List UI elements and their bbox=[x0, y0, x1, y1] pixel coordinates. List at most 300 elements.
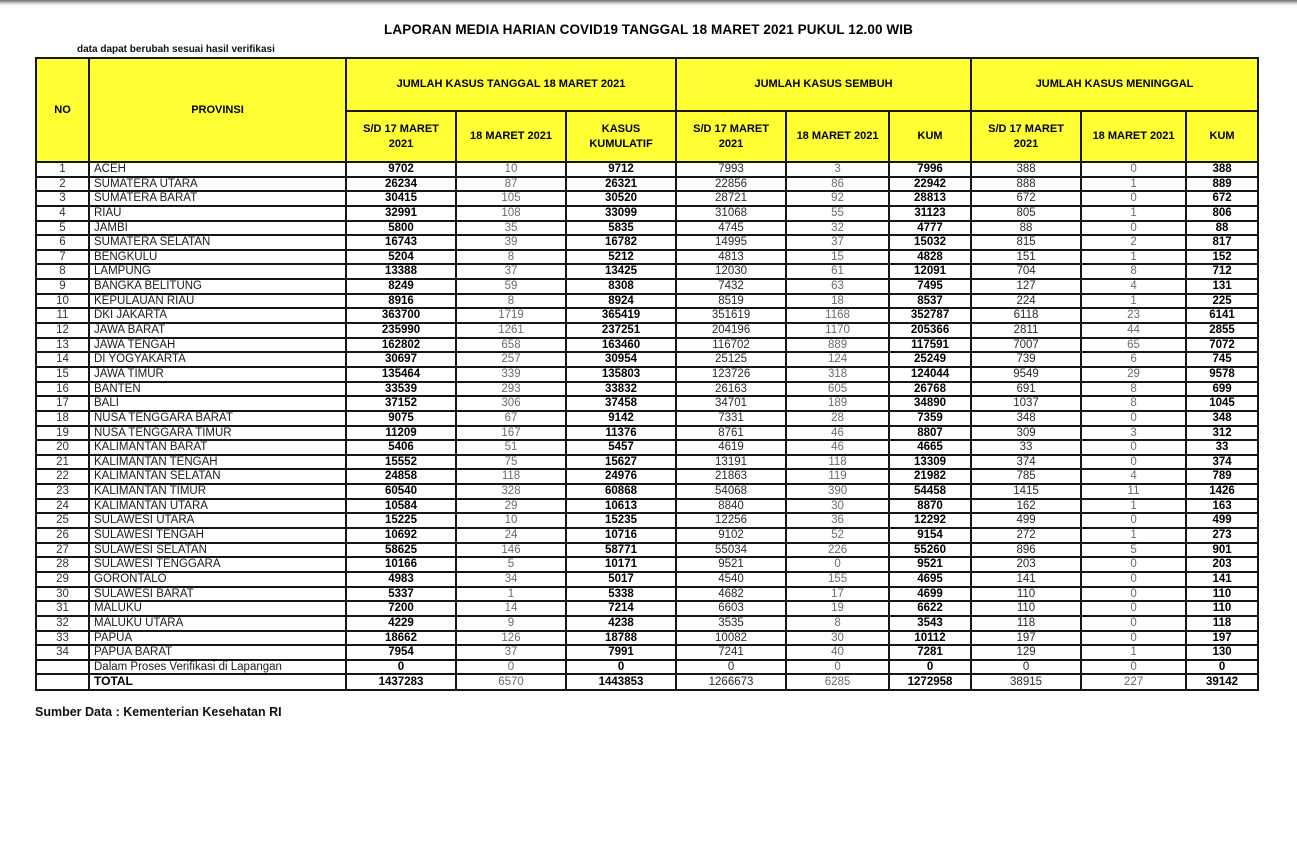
cell-value: 14995 bbox=[676, 235, 786, 250]
cell-value: 0 bbox=[1081, 557, 1186, 572]
cell-provinsi: SULAWESI UTARA bbox=[89, 513, 346, 528]
cell-no: 26 bbox=[36, 528, 89, 543]
cell-value: 24858 bbox=[346, 469, 456, 484]
cell-value: 28 bbox=[786, 411, 889, 426]
cell-no: 32 bbox=[36, 616, 89, 631]
cell-value: 10 bbox=[456, 162, 566, 177]
cell-value: 37 bbox=[786, 235, 889, 250]
cell-value: 1437283 bbox=[346, 674, 456, 689]
cell-value: 7281 bbox=[889, 645, 971, 660]
cell-value: 1266673 bbox=[676, 674, 786, 689]
cell-value: 5338 bbox=[566, 587, 676, 602]
cell-value: 34890 bbox=[889, 396, 971, 411]
cell-value: 7241 bbox=[676, 645, 786, 660]
cell-value: 131 bbox=[1186, 279, 1258, 294]
cell-value: 124 bbox=[786, 352, 889, 367]
cell-value: 205366 bbox=[889, 323, 971, 338]
cell-value: 60868 bbox=[566, 484, 676, 499]
cell-value: 162 bbox=[971, 499, 1081, 514]
cell-value: 63 bbox=[786, 279, 889, 294]
cell-value: 806 bbox=[1186, 206, 1258, 221]
cell-no: 30 bbox=[36, 587, 89, 602]
cell-value: 4682 bbox=[676, 587, 786, 602]
cell-value: 8 bbox=[786, 616, 889, 631]
cell-provinsi: JAWA TENGAH bbox=[89, 338, 346, 353]
cell-value: 162802 bbox=[346, 338, 456, 353]
cell-value: 388 bbox=[1186, 162, 1258, 177]
cell-value: 785 bbox=[971, 469, 1081, 484]
cell-provinsi: BANGKA BELITUNG bbox=[89, 279, 346, 294]
cell-value: 119 bbox=[786, 469, 889, 484]
cell-value: 24976 bbox=[566, 469, 676, 484]
cell-value: 10692 bbox=[346, 528, 456, 543]
cell-value: 5 bbox=[456, 557, 566, 572]
cell-value: 8 bbox=[456, 250, 566, 265]
cell-value: 7993 bbox=[676, 162, 786, 177]
cell-provinsi: DI YOGYAKARTA bbox=[89, 352, 346, 367]
subheader-kasus-sd: S/D 17 MARET 2021 bbox=[346, 111, 456, 162]
cell-value: 30520 bbox=[566, 191, 676, 206]
cell-value: 309 bbox=[971, 426, 1081, 441]
subheader-sembuh-18: 18 MARET 2021 bbox=[786, 111, 889, 162]
cell-value: 12030 bbox=[676, 264, 786, 279]
table-row bbox=[36, 352, 1258, 367]
cell-no: 6 bbox=[36, 235, 89, 250]
cell-value: 817 bbox=[1186, 235, 1258, 250]
table-row bbox=[36, 528, 1258, 543]
cell-no: 2 bbox=[36, 177, 89, 192]
cell-value: 8308 bbox=[566, 279, 676, 294]
cell-value: 4745 bbox=[676, 221, 786, 236]
table-row bbox=[36, 206, 1258, 221]
subheader-sembuh-kum: KUM bbox=[889, 111, 971, 162]
cell-provinsi: JAMBI bbox=[89, 221, 346, 236]
cell-provinsi: SUMATERA BARAT bbox=[89, 191, 346, 206]
cell-value: 5 bbox=[1081, 543, 1186, 558]
cell-no: 27 bbox=[36, 543, 89, 558]
cell-value: 2855 bbox=[1186, 323, 1258, 338]
cell-no: 25 bbox=[36, 513, 89, 528]
table-row bbox=[36, 587, 1258, 602]
cell-value: 19 bbox=[786, 601, 889, 616]
cell-value: 374 bbox=[1186, 455, 1258, 470]
cell-no: 11 bbox=[36, 308, 89, 323]
cell-value: 6603 bbox=[676, 601, 786, 616]
cell-no: 17 bbox=[36, 396, 89, 411]
cell-value: 0 bbox=[1081, 162, 1186, 177]
cell-value: 318 bbox=[786, 367, 889, 382]
cell-value: 6285 bbox=[786, 674, 889, 689]
table-row bbox=[36, 484, 1258, 499]
verification-row bbox=[36, 660, 1258, 675]
cell-value: 0 bbox=[1081, 587, 1186, 602]
cell-value: 328 bbox=[456, 484, 566, 499]
cell-value: 21982 bbox=[889, 469, 971, 484]
cell-provinsi: SULAWESI BARAT bbox=[89, 587, 346, 602]
table-row bbox=[36, 411, 1258, 426]
cell-value: 8537 bbox=[889, 294, 971, 309]
cell-provinsi: JAWA BARAT bbox=[89, 323, 346, 338]
header-no: NO bbox=[36, 58, 89, 162]
cell-value: 22942 bbox=[889, 177, 971, 192]
cell-value: 5406 bbox=[346, 440, 456, 455]
scan-edge-artifact bbox=[0, 0, 1297, 5]
cell-value: 6570 bbox=[456, 674, 566, 689]
cell-value: 6622 bbox=[889, 601, 971, 616]
header-group-row bbox=[36, 58, 1258, 111]
cell-value: 390 bbox=[786, 484, 889, 499]
cell-value: 88 bbox=[971, 221, 1081, 236]
cell-value: 65 bbox=[1081, 338, 1186, 353]
cell-value: 126 bbox=[456, 631, 566, 646]
subheader-meninggal-18: 18 MARET 2021 bbox=[1081, 111, 1186, 162]
cell-no: 24 bbox=[36, 499, 89, 514]
cell-value: 0 bbox=[1081, 572, 1186, 587]
cell-value: 29 bbox=[456, 499, 566, 514]
cell-value: 896 bbox=[971, 543, 1081, 558]
cell-value: 26234 bbox=[346, 177, 456, 192]
cell-value: 15627 bbox=[566, 455, 676, 470]
table-row bbox=[36, 426, 1258, 441]
total-row bbox=[36, 674, 1258, 689]
cell-value: 889 bbox=[786, 338, 889, 353]
cell-value: 38915 bbox=[971, 674, 1081, 689]
cell-provinsi: KALIMANTAN TENGAH bbox=[89, 455, 346, 470]
cell-value: 8916 bbox=[346, 294, 456, 309]
cell-value: 13388 bbox=[346, 264, 456, 279]
cell-no: 12 bbox=[36, 323, 89, 338]
cell-value: 88 bbox=[1186, 221, 1258, 236]
cell-value: 10613 bbox=[566, 499, 676, 514]
cell-value: 118 bbox=[971, 616, 1081, 631]
cell-value: 130 bbox=[1186, 645, 1258, 660]
cell-value: 605 bbox=[786, 382, 889, 397]
table-row bbox=[36, 177, 1258, 192]
cell-value: 8870 bbox=[889, 499, 971, 514]
cell-value: 10166 bbox=[346, 557, 456, 572]
cell-value: 1261 bbox=[456, 323, 566, 338]
cell-provinsi: SUMATERA UTARA bbox=[89, 177, 346, 192]
cell-no: 19 bbox=[36, 426, 89, 441]
cell-value: 1415 bbox=[971, 484, 1081, 499]
cell-value: 36 bbox=[786, 513, 889, 528]
cell-value: 8519 bbox=[676, 294, 786, 309]
cell-value: 11 bbox=[1081, 484, 1186, 499]
cell-value: 118 bbox=[786, 455, 889, 470]
cell-value: 712 bbox=[1186, 264, 1258, 279]
table-row bbox=[36, 543, 1258, 558]
cell-value: 37 bbox=[456, 645, 566, 660]
cell-value: 9142 bbox=[566, 411, 676, 426]
cell-provinsi: RIAU bbox=[89, 206, 346, 221]
cell-value: 4813 bbox=[676, 250, 786, 265]
cell-value: 124044 bbox=[889, 367, 971, 382]
cell-no: 23 bbox=[36, 484, 89, 499]
cell-provinsi: LAMPUNG bbox=[89, 264, 346, 279]
cell-value: 6 bbox=[1081, 352, 1186, 367]
cell-value: 0 bbox=[1081, 221, 1186, 236]
cell-value: 4229 bbox=[346, 616, 456, 631]
cell-value: 351619 bbox=[676, 308, 786, 323]
cell-provinsi: KALIMANTAN TIMUR bbox=[89, 484, 346, 499]
cell-value: 37458 bbox=[566, 396, 676, 411]
cell-value: 58771 bbox=[566, 543, 676, 558]
cell-value: 58625 bbox=[346, 543, 456, 558]
cell-value: 7072 bbox=[1186, 338, 1258, 353]
cell-value: 672 bbox=[1186, 191, 1258, 206]
cell-provinsi: KEPULAUAN RIAU bbox=[89, 294, 346, 309]
cell-value: 13425 bbox=[566, 264, 676, 279]
cell-value: 1272958 bbox=[889, 674, 971, 689]
cell-value: 54068 bbox=[676, 484, 786, 499]
cell-value: 8 bbox=[456, 294, 566, 309]
cell-value: 1037 bbox=[971, 396, 1081, 411]
cell-value: 7991 bbox=[566, 645, 676, 660]
cell-value: 55034 bbox=[676, 543, 786, 558]
cell-value: 33099 bbox=[566, 206, 676, 221]
cell-provinsi: MALUKU bbox=[89, 601, 346, 616]
cell-value: 1443853 bbox=[566, 674, 676, 689]
cell-no: 4 bbox=[36, 206, 89, 221]
cell-no: 14 bbox=[36, 352, 89, 367]
cell-provinsi: SUMATERA SELATAN bbox=[89, 235, 346, 250]
cell-value: 33539 bbox=[346, 382, 456, 397]
cell-provinsi: TOTAL bbox=[89, 674, 346, 689]
cell-value: 12091 bbox=[889, 264, 971, 279]
cell-value: 10112 bbox=[889, 631, 971, 646]
cell-value: 135464 bbox=[346, 367, 456, 382]
cell-value: 4540 bbox=[676, 572, 786, 587]
cell-value: 672 bbox=[971, 191, 1081, 206]
cell-no: 1 bbox=[36, 162, 89, 177]
cell-value: 32991 bbox=[346, 206, 456, 221]
cell-value: 7432 bbox=[676, 279, 786, 294]
cell-value: 60540 bbox=[346, 484, 456, 499]
cell-value: 197 bbox=[971, 631, 1081, 646]
cell-value: 0 bbox=[1081, 601, 1186, 616]
page-title: LAPORAN MEDIA HARIAN COVID19 TANGGAL 18 MARET 2021 PUKUL 12.00 WIB bbox=[384, 22, 913, 37]
cell-value: 1168 bbox=[786, 308, 889, 323]
cell-value: 141 bbox=[1186, 572, 1258, 587]
subheader-meninggal-sd: S/D 17 MARET 2021 bbox=[971, 111, 1081, 162]
cell-value: 203 bbox=[1186, 557, 1258, 572]
cell-value: 237251 bbox=[566, 323, 676, 338]
cell-value: 8 bbox=[1081, 264, 1186, 279]
cell-provinsi: KALIMANTAN SELATAN bbox=[89, 469, 346, 484]
cell-value: 745 bbox=[1186, 352, 1258, 367]
cell-value: 15 bbox=[786, 250, 889, 265]
cell-value: 805 bbox=[971, 206, 1081, 221]
cell-value: 226 bbox=[786, 543, 889, 558]
cell-value: 5337 bbox=[346, 587, 456, 602]
cell-value: 4 bbox=[1081, 469, 1186, 484]
cell-provinsi: JAWA TIMUR bbox=[89, 367, 346, 382]
cell-value: 1 bbox=[1081, 206, 1186, 221]
table-row bbox=[36, 264, 1258, 279]
cell-value: 61 bbox=[786, 264, 889, 279]
cell-value: 1426 bbox=[1186, 484, 1258, 499]
cell-value: 18662 bbox=[346, 631, 456, 646]
cell-no: 13 bbox=[36, 338, 89, 353]
cell-value: 26163 bbox=[676, 382, 786, 397]
cell-value: 0 bbox=[1081, 513, 1186, 528]
cell-value: 7495 bbox=[889, 279, 971, 294]
cell-value: 118 bbox=[456, 469, 566, 484]
cell-value: 8249 bbox=[346, 279, 456, 294]
cell-value: 4777 bbox=[889, 221, 971, 236]
cell-value: 224 bbox=[971, 294, 1081, 309]
cell-value: 9521 bbox=[889, 557, 971, 572]
cell-value: 51 bbox=[456, 440, 566, 455]
cell-no: 16 bbox=[36, 382, 89, 397]
cell-value: 33 bbox=[1186, 440, 1258, 455]
cell-value: 0 bbox=[786, 660, 889, 675]
cell-value: 30 bbox=[786, 631, 889, 646]
cell-value: 117591 bbox=[889, 338, 971, 353]
cell-value: 0 bbox=[1081, 660, 1186, 675]
cell-value: 25125 bbox=[676, 352, 786, 367]
cell-value: 348 bbox=[1186, 411, 1258, 426]
cell-value: 30415 bbox=[346, 191, 456, 206]
table-row bbox=[36, 513, 1258, 528]
cell-value: 110 bbox=[1186, 601, 1258, 616]
cell-value: 16782 bbox=[566, 235, 676, 250]
cell-value: 374 bbox=[971, 455, 1081, 470]
cell-value: 5017 bbox=[566, 572, 676, 587]
table-row bbox=[36, 221, 1258, 236]
table-row bbox=[36, 469, 1258, 484]
cell-value: 8924 bbox=[566, 294, 676, 309]
cell-value: 189 bbox=[786, 396, 889, 411]
cell-value: 1 bbox=[1081, 528, 1186, 543]
cell-value: 151 bbox=[971, 250, 1081, 265]
cell-value: 17 bbox=[786, 587, 889, 602]
cell-value: 44 bbox=[1081, 323, 1186, 338]
cell-value: 4 bbox=[1081, 279, 1186, 294]
cell-no: 21 bbox=[36, 455, 89, 470]
cell-value: 8 bbox=[1081, 396, 1186, 411]
cell-value: 789 bbox=[1186, 469, 1258, 484]
cell-value: 75 bbox=[456, 455, 566, 470]
cell-value: 0 bbox=[889, 660, 971, 675]
cell-value: 363700 bbox=[346, 308, 456, 323]
cell-value: 23 bbox=[1081, 308, 1186, 323]
cell-provinsi: NUSA TENGGARA TIMUR bbox=[89, 426, 346, 441]
cell-value: 29 bbox=[1081, 367, 1186, 382]
cell-value: 4695 bbox=[889, 572, 971, 587]
cell-value: 197 bbox=[1186, 631, 1258, 646]
subheader-sembuh-sd: S/D 17 MARET 2021 bbox=[676, 111, 786, 162]
cell-no: 5 bbox=[36, 221, 89, 236]
cell-no bbox=[36, 660, 89, 675]
subheader-kasus-18: 18 MARET 2021 bbox=[456, 111, 566, 162]
cell-value: 7214 bbox=[566, 601, 676, 616]
cell-value: 24 bbox=[456, 528, 566, 543]
cell-value: 5835 bbox=[566, 221, 676, 236]
cell-value: 9102 bbox=[676, 528, 786, 543]
header-group-meninggal: JUMLAH KASUS MENINGGAL bbox=[971, 58, 1258, 111]
cell-value: 135803 bbox=[566, 367, 676, 382]
cell-value: 9 bbox=[456, 616, 566, 631]
cell-provinsi: Dalam Proses Verifikasi di Lapangan bbox=[89, 660, 346, 675]
table-row bbox=[36, 455, 1258, 470]
cell-value: 4619 bbox=[676, 440, 786, 455]
cell-value: 14 bbox=[456, 601, 566, 616]
cell-value: 127 bbox=[971, 279, 1081, 294]
cell-value: 1 bbox=[1081, 499, 1186, 514]
cell-value: 15552 bbox=[346, 455, 456, 470]
cell-value: 10082 bbox=[676, 631, 786, 646]
cell-value: 0 bbox=[1081, 191, 1186, 206]
cell-value: 9154 bbox=[889, 528, 971, 543]
cell-value: 46 bbox=[786, 440, 889, 455]
cell-value: 35 bbox=[456, 221, 566, 236]
cell-value: 499 bbox=[971, 513, 1081, 528]
cell-value: 6118 bbox=[971, 308, 1081, 323]
cell-value: 225 bbox=[1186, 294, 1258, 309]
cell-value: 0 bbox=[1186, 660, 1258, 675]
cell-value: 105 bbox=[456, 191, 566, 206]
cell-value: 31123 bbox=[889, 206, 971, 221]
cell-value: 28813 bbox=[889, 191, 971, 206]
cell-value: 52 bbox=[786, 528, 889, 543]
cell-value: 30697 bbox=[346, 352, 456, 367]
cell-value: 272 bbox=[971, 528, 1081, 543]
cell-no: 15 bbox=[36, 367, 89, 382]
table-row bbox=[36, 557, 1258, 572]
table-row bbox=[36, 631, 1258, 646]
cell-value: 3543 bbox=[889, 616, 971, 631]
table-row bbox=[36, 367, 1258, 382]
cell-provinsi: BANTEN bbox=[89, 382, 346, 397]
cell-value: 815 bbox=[971, 235, 1081, 250]
cell-value: 110 bbox=[971, 587, 1081, 602]
cell-value: 739 bbox=[971, 352, 1081, 367]
cell-value: 4665 bbox=[889, 440, 971, 455]
cell-no: 3 bbox=[36, 191, 89, 206]
cell-value: 110 bbox=[1186, 587, 1258, 602]
cell-value: 13191 bbox=[676, 455, 786, 470]
cell-no: 18 bbox=[36, 411, 89, 426]
cell-value: 352787 bbox=[889, 308, 971, 323]
cell-value: 30 bbox=[786, 499, 889, 514]
cell-value: 141 bbox=[971, 572, 1081, 587]
cell-value: 348 bbox=[971, 411, 1081, 426]
cell-value: 1170 bbox=[786, 323, 889, 338]
cell-value: 293 bbox=[456, 382, 566, 397]
cell-value: 5212 bbox=[566, 250, 676, 265]
covid-report-table bbox=[35, 57, 1259, 691]
cell-value: 92 bbox=[786, 191, 889, 206]
cell-value: 39142 bbox=[1186, 674, 1258, 689]
cell-value: 312 bbox=[1186, 426, 1258, 441]
cell-no: 20 bbox=[36, 440, 89, 455]
table-row bbox=[36, 279, 1258, 294]
cell-value: 123726 bbox=[676, 367, 786, 382]
cell-value: 55260 bbox=[889, 543, 971, 558]
cell-value: 901 bbox=[1186, 543, 1258, 558]
cell-value: 2811 bbox=[971, 323, 1081, 338]
cell-value: 388 bbox=[971, 162, 1081, 177]
cell-no: 7 bbox=[36, 250, 89, 265]
cell-value: 306 bbox=[456, 396, 566, 411]
cell-no: 8 bbox=[36, 264, 89, 279]
cell-value: 46 bbox=[786, 426, 889, 441]
cell-value: 13309 bbox=[889, 455, 971, 470]
cell-value: 7359 bbox=[889, 411, 971, 426]
table-row bbox=[36, 162, 1258, 177]
cell-value: 10584 bbox=[346, 499, 456, 514]
